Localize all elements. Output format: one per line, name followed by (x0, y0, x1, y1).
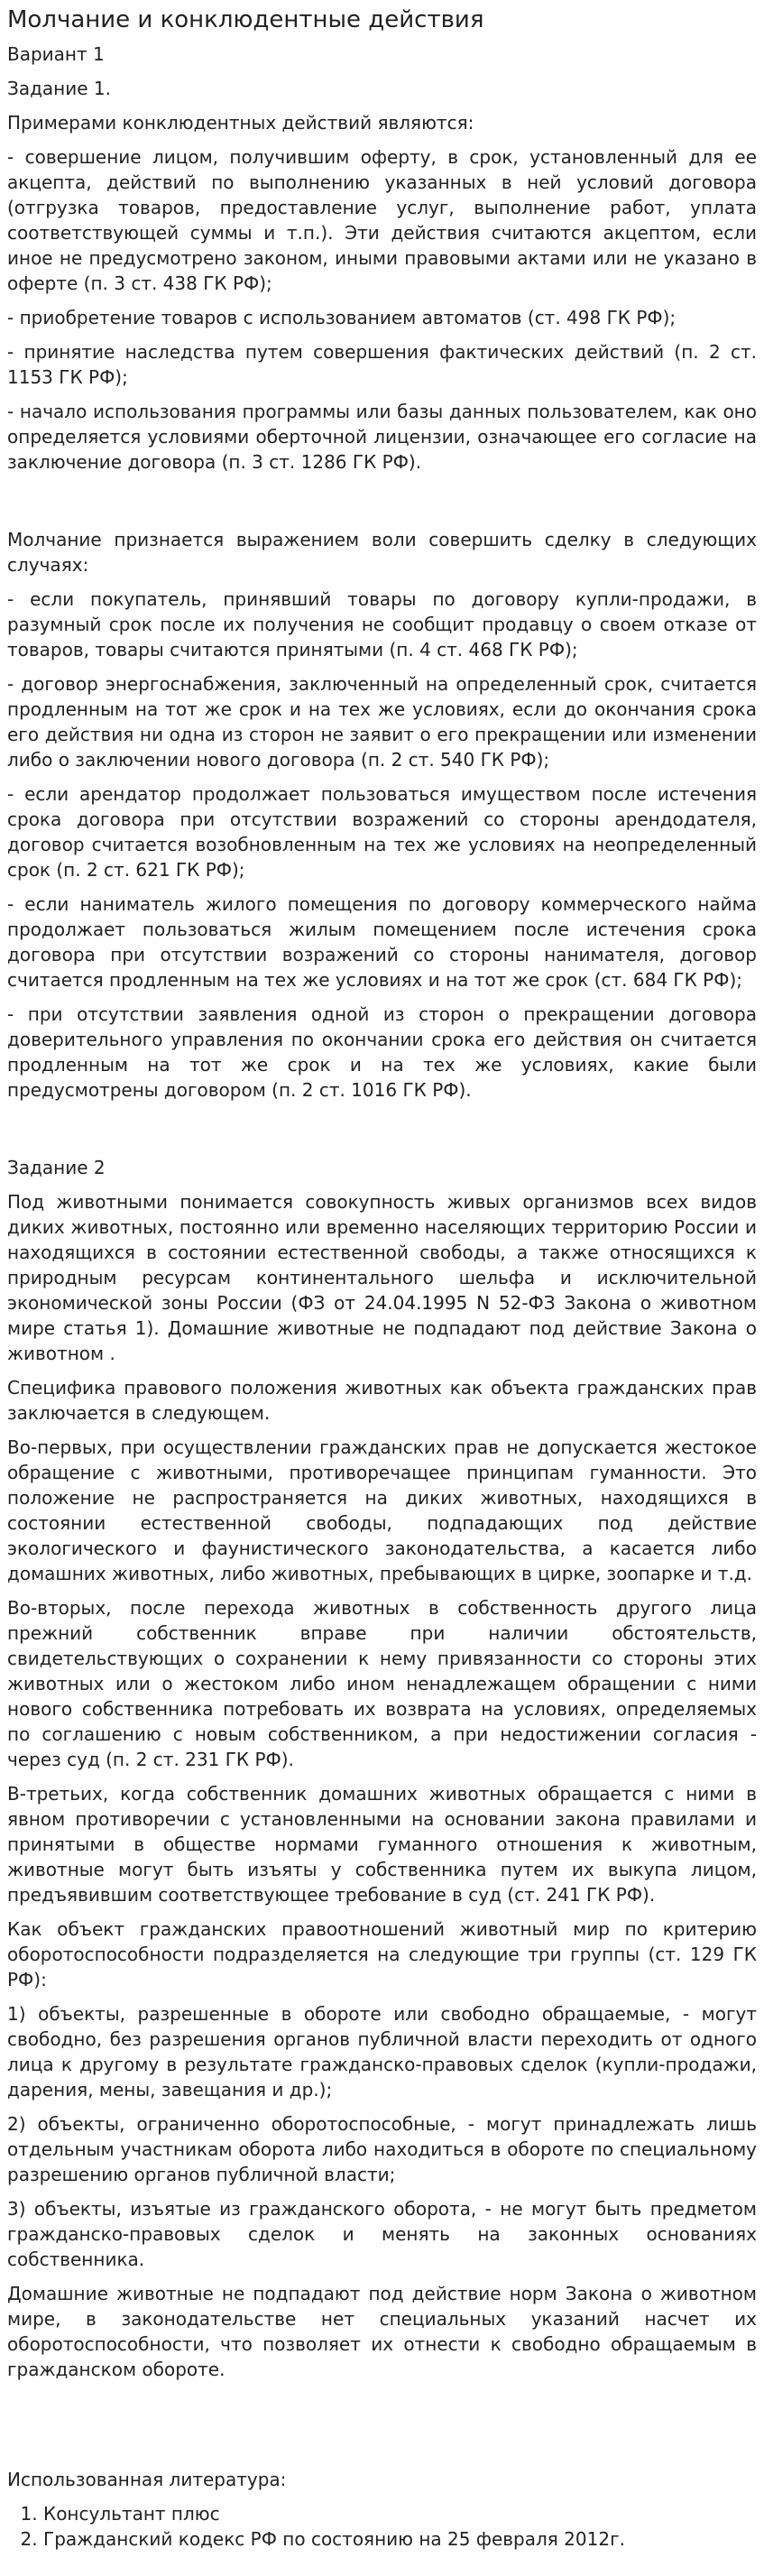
task2-paragraph: Домашние животные не подпадают под действие норм Закона о животном мире, в законодательстве нет специальных указаний насчет их оборотоспособности, что позволяет их отнести к свободно обращаемым в гражданском обороте. (7, 2283, 757, 2380)
task2-paragraph: Как объект гражданских правоотношений животный мир по критерию оборотоспособности подразделяется на следующие три группы (ст. 129 ГК РФ): (7, 1918, 757, 1990)
task2-paragraph: 1) объекты, разрешенные в обороте или свободно обращаемые, - могут свободно, без разрешения органов публичной власти переходить от одного лица к другому в результате гражданско-правовых сделок (купли-продажи, дарения, мены, завещания и др.); (7, 2003, 757, 2101)
conclusive-action-item: - приобретение товаров с использованием автоматов (ст. 498 ГК РФ); (7, 307, 677, 328)
task2-paragraph: 3) объекты, изъятые из гражданского оборота, - не могут быть предметом гражданско-правовых сделок и менять на законных основаниях собственника. (7, 2198, 757, 2270)
task2-paragraph: Специфика правового положения животных как объекта гражданских прав заключается в следующем. (7, 1377, 757, 1424)
silence-case-item: - при отсутствии заявления одной из сторон о прекращении договора доверительного управления по окончании срока его действия он считается продленным на тот же срок и на тех же условиях, какие были предусмотрены договором (п. 2 ст. 1016 ГК РФ). (7, 1003, 757, 1101)
conclusive-action-item: - совершение лицом, получившим оферту, в срок, установленный для ее акцепта, действий по выполнению указанных в ней условий договора (отгрузка товаров, предоставление услуг, выполнение работ, уплата соответствующей суммы и т.п.). Эти действия считаются акцептом, если иное не предусмотрено законом, иными правовыми актами или не указано в оферте (п. 3 ст. 438 ГК РФ); (7, 146, 757, 294)
task2-paragraph: 2) объекты, ограниченно оборотоспособные, - могут принадлежать лишь отдельным участникам оборота либо находиться в обороте по специальному разрешению органов публичной власти; (7, 2113, 757, 2185)
conclusive-action-item: - начало использования программы или базы данных пользователем, как оно определяется условиями оберточной лицензии, означающее его согласие на заключение договора (п. 3 ст. 1286 ГК РФ). (7, 401, 757, 473)
conclusive-action-item: - принятие наследства путем совершения фактических действий (п. 2 ст. 1153 ГК РФ); (7, 341, 757, 388)
page-title: Молчание и конклюдентные действия (7, 6, 484, 33)
task2-paragraph: Во-вторых, после перехода животных в собственность другого лица прежний собственник вправе при наличии обстоятельств, свидетельствующих о сохранении к нему привязанности со стороны этих животных или о жестоком либо ином ненадлежащем обращении с ними нового собственника потребовать их возврата на условиях, определяемых по соглашению с новым собственником, а при недостижении согласия - через суд (п. 2 ст. 231 ГК РФ). (7, 1597, 757, 1770)
reference-item: 1. Консультант плюс (43, 2501, 757, 2526)
silence-case-item: - договор энергоснабжения, заключенный на определенный срок, считается продленным на тот же срок и на тех же условиях, если до окончания срока его действия ни одна из сторон не заявит о его прекращении или изменении либо о заключении нового договора (п. 2 ст. 540 ГК РФ); (7, 673, 757, 771)
section-gap (7, 484, 757, 527)
references-list (7, 2501, 757, 2552)
task1-intro: Примерами конклюдентных действий являются: (7, 112, 474, 134)
silence-case-item: - если наниматель жилого помещения по договору коммерческого найма продолжает пользоваться жилым помещением после истечения срока договора при отсутствии возражений со стороны нанимателя, договор считается продленным на тех же условиях и на тот же срок (ст. 684 ГК РФ); (7, 893, 757, 991)
task2-heading: Задание 2 (7, 1157, 106, 1178)
variant-label: Вариант 1 (7, 43, 105, 65)
silence-intro: Молчание признается выражением воли совершить сделку в следующих случаях: (7, 529, 757, 576)
silence-case-item: - если арендатор продолжает пользоваться имуществом после истечения срока договора при отсутствии возражений со стороны арендодателя, договор считается возобновленным на тех же условиях на неопределенный срок (п. 2 ст. 621 ГК РФ); (7, 783, 757, 881)
references-heading: Использованная литература: (7, 2469, 287, 2490)
task1-heading: Задание 1. (7, 78, 111, 99)
task2-paragraph: Под животными понимается совокупность живых организмов всех видов диких животных, постоянно или временно населяющих территорию России и находящихся в состоянии естественной свободы, а также относящихся к природным ресурсам континентального шельфа и исключительной экономической зоны России (ФЗ от 24.04.1995 N 52-ФЗ Закона о животном мире статья 1). Домашние животные не подпадают под действие Закона о животном . (7, 1191, 757, 1364)
task2-paragraph: В-третьих, когда собственник домашних животных обращается с ними в явном противоречии с установленными на основании закона правилами и принятыми в обществе нормами гуманного отношения к животным, животные могут быть изъяты у собственника путем их выкупа лицом, предъявившим соответствующее требование в суд (ст. 241 ГК РФ). (7, 1783, 757, 1906)
section-gap (7, 2391, 757, 2467)
reference-item: 2. Гражданский кодекс РФ по состоянию на 25 февраля 2012г. (43, 2526, 757, 2552)
section-gap (7, 1112, 757, 1155)
silence-case-item: - если покупатель, принявший товары по договору купли-продажи, в разумный срок после их получения не сообщит продавцу о своем отказе от товаров, товары считаются принятыми (п. 4 ст. 468 ГК РФ); (7, 588, 757, 660)
task2-paragraph: Во-первых, при осуществлении гражданских прав не допускается жестокое обращение с животными, противоречащее принципам гуманности. Это положение не распространяется на диких животных, находящихся в состоянии естественной свободы, подпадающих под действие экологического и фаунистического законодательства, а касается либо домашних животных, либо животных, пребывающих в цирке, зоопарке и т.д. (7, 1436, 757, 1584)
